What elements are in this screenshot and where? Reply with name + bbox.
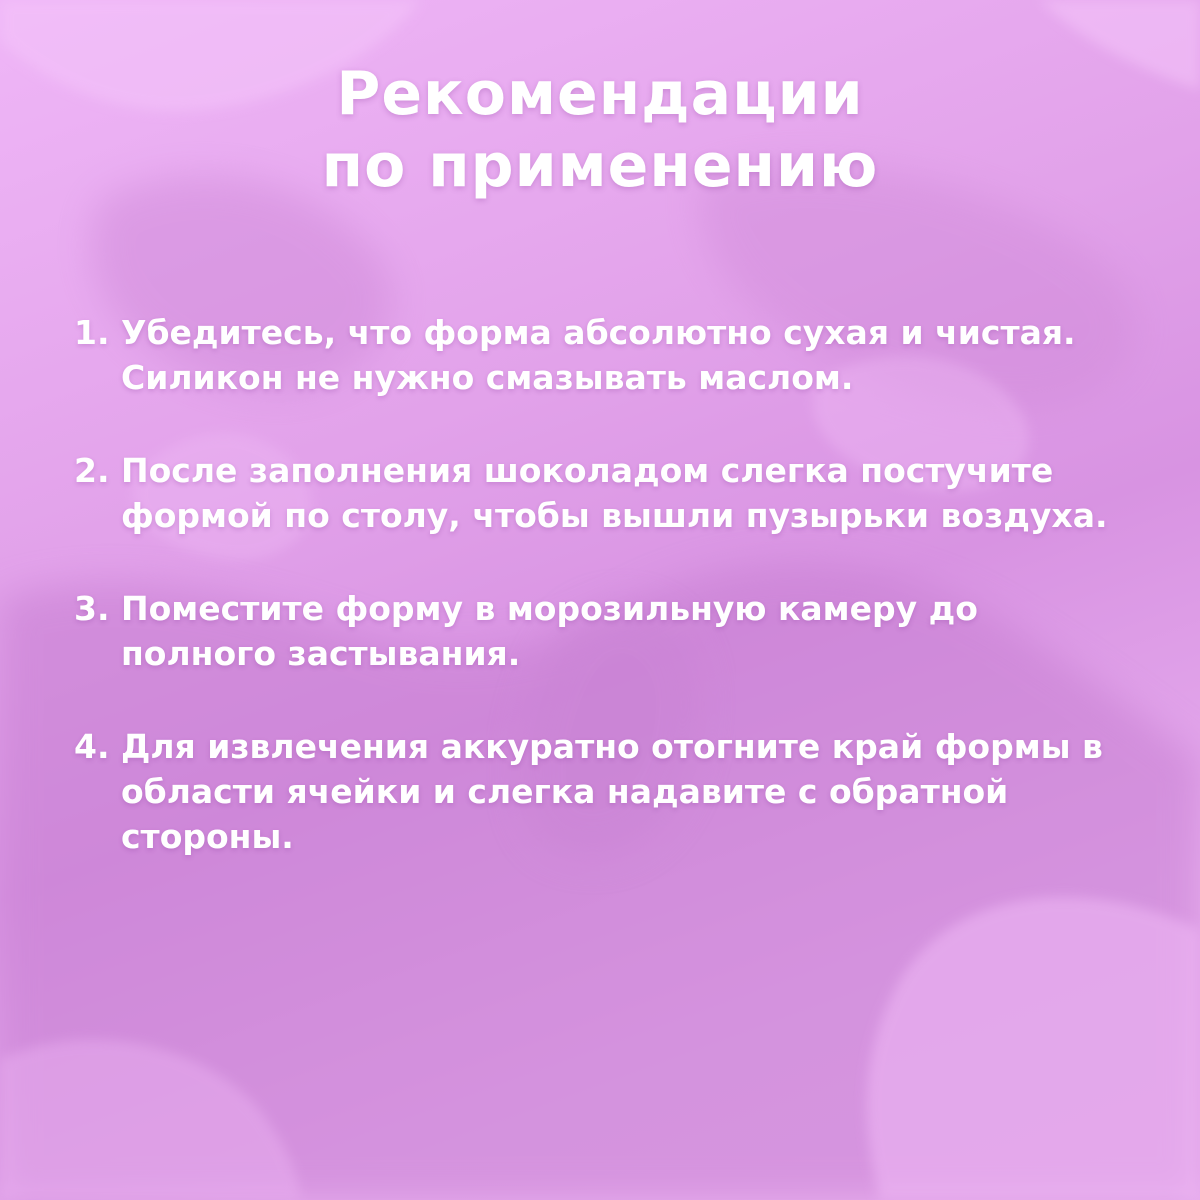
instruction-text: Поместите форму в морозильную камеру до полного застывания. [121,589,978,673]
instruction-item-4 [74,724,1134,859]
instruction-text: После заполнения шоколадом слегка постучите формой по столу, чтобы вышли пузырьки воздуха. [121,451,1108,535]
instruction-number: 4. [74,727,110,766]
instruction-text: Убедитесь, что форма абсолютно сухая и чистая. Силикон не нужно смазывать маслом. [121,313,1076,397]
instruction-text: Для извлечения аккуратно отогните край формы в области ячейки и слегка надавите с обратной стороны. [121,727,1103,856]
instruction-item-1 [74,310,1134,400]
instruction-item-3 [74,586,1134,676]
page-title-line-2: по применению [321,131,879,201]
instruction-item-2 [74,448,1134,538]
instruction-number: 2. [74,451,110,490]
page-title-line-1: Рекомендации [336,59,864,129]
page-title [0,58,1200,202]
instruction-number: 1. [74,313,110,352]
instructions-list [74,310,1134,859]
instruction-number: 3. [74,589,110,628]
